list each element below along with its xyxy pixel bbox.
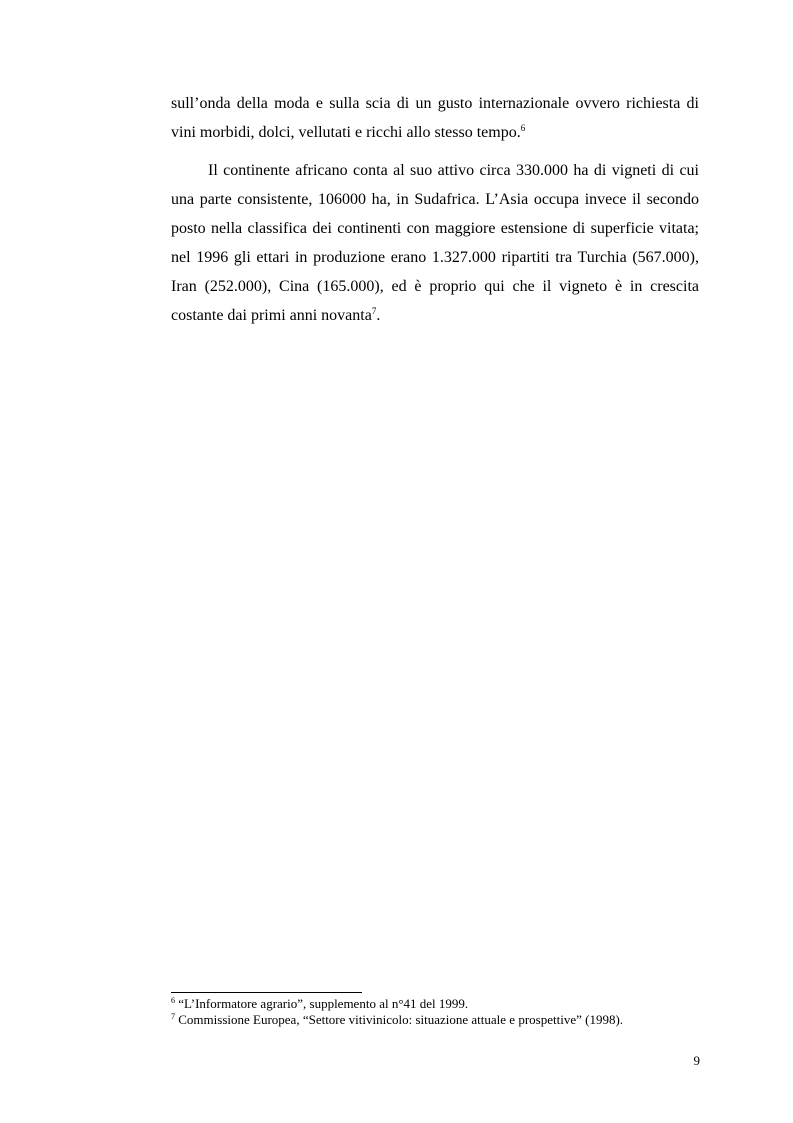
body-text (171, 89, 699, 330)
footnote-number: 6 (171, 996, 175, 1005)
footnote-ref-7: 7 (371, 306, 377, 316)
paragraph-1 (171, 89, 699, 147)
footnote-text: Commissione Europea, “Settore vitivinicolo: situazione attuale e prospettive” (1998). (178, 1012, 624, 1027)
footnote-7 (171, 1012, 711, 1028)
paragraph-2-text: Il continente africano conta al suo attivo circa 330.000 ha di vigneti di cui una parte consistente, 106000 ha, in Sudafrica. L’Asia occupa invece il secondo posto nella classifica dei continenti con maggiore estensione di superficie vitata; nel 1996 gli ettari in produzione erano 1.327.000 ripartiti tra Turchia (567.000), Iran (252.000), Cina (165.000), ed è proprio qui che il vigneto è in crescita costante dai primi anni novanta (171, 162, 699, 324)
footnote-6 (171, 996, 711, 1012)
footnotes (171, 996, 711, 1028)
paragraph-1-text: sull’onda della moda e sulla scia di un gusto internazionale ovvero richiesta di vini morbidi, dolci, vellutati e ricchi allo stesso tempo. (171, 95, 699, 141)
footnote-text: “L’Informatore agrario”, supplemento al n°41 del 1999. (178, 996, 469, 1011)
footnote-number: 7 (171, 1012, 175, 1021)
page-number: 9 (693, 1053, 700, 1068)
paragraph-2 (171, 156, 699, 330)
paragraph-2-end: . (376, 307, 381, 324)
footnote-ref-6: 6 (520, 123, 526, 133)
footnote-separator (171, 992, 362, 993)
